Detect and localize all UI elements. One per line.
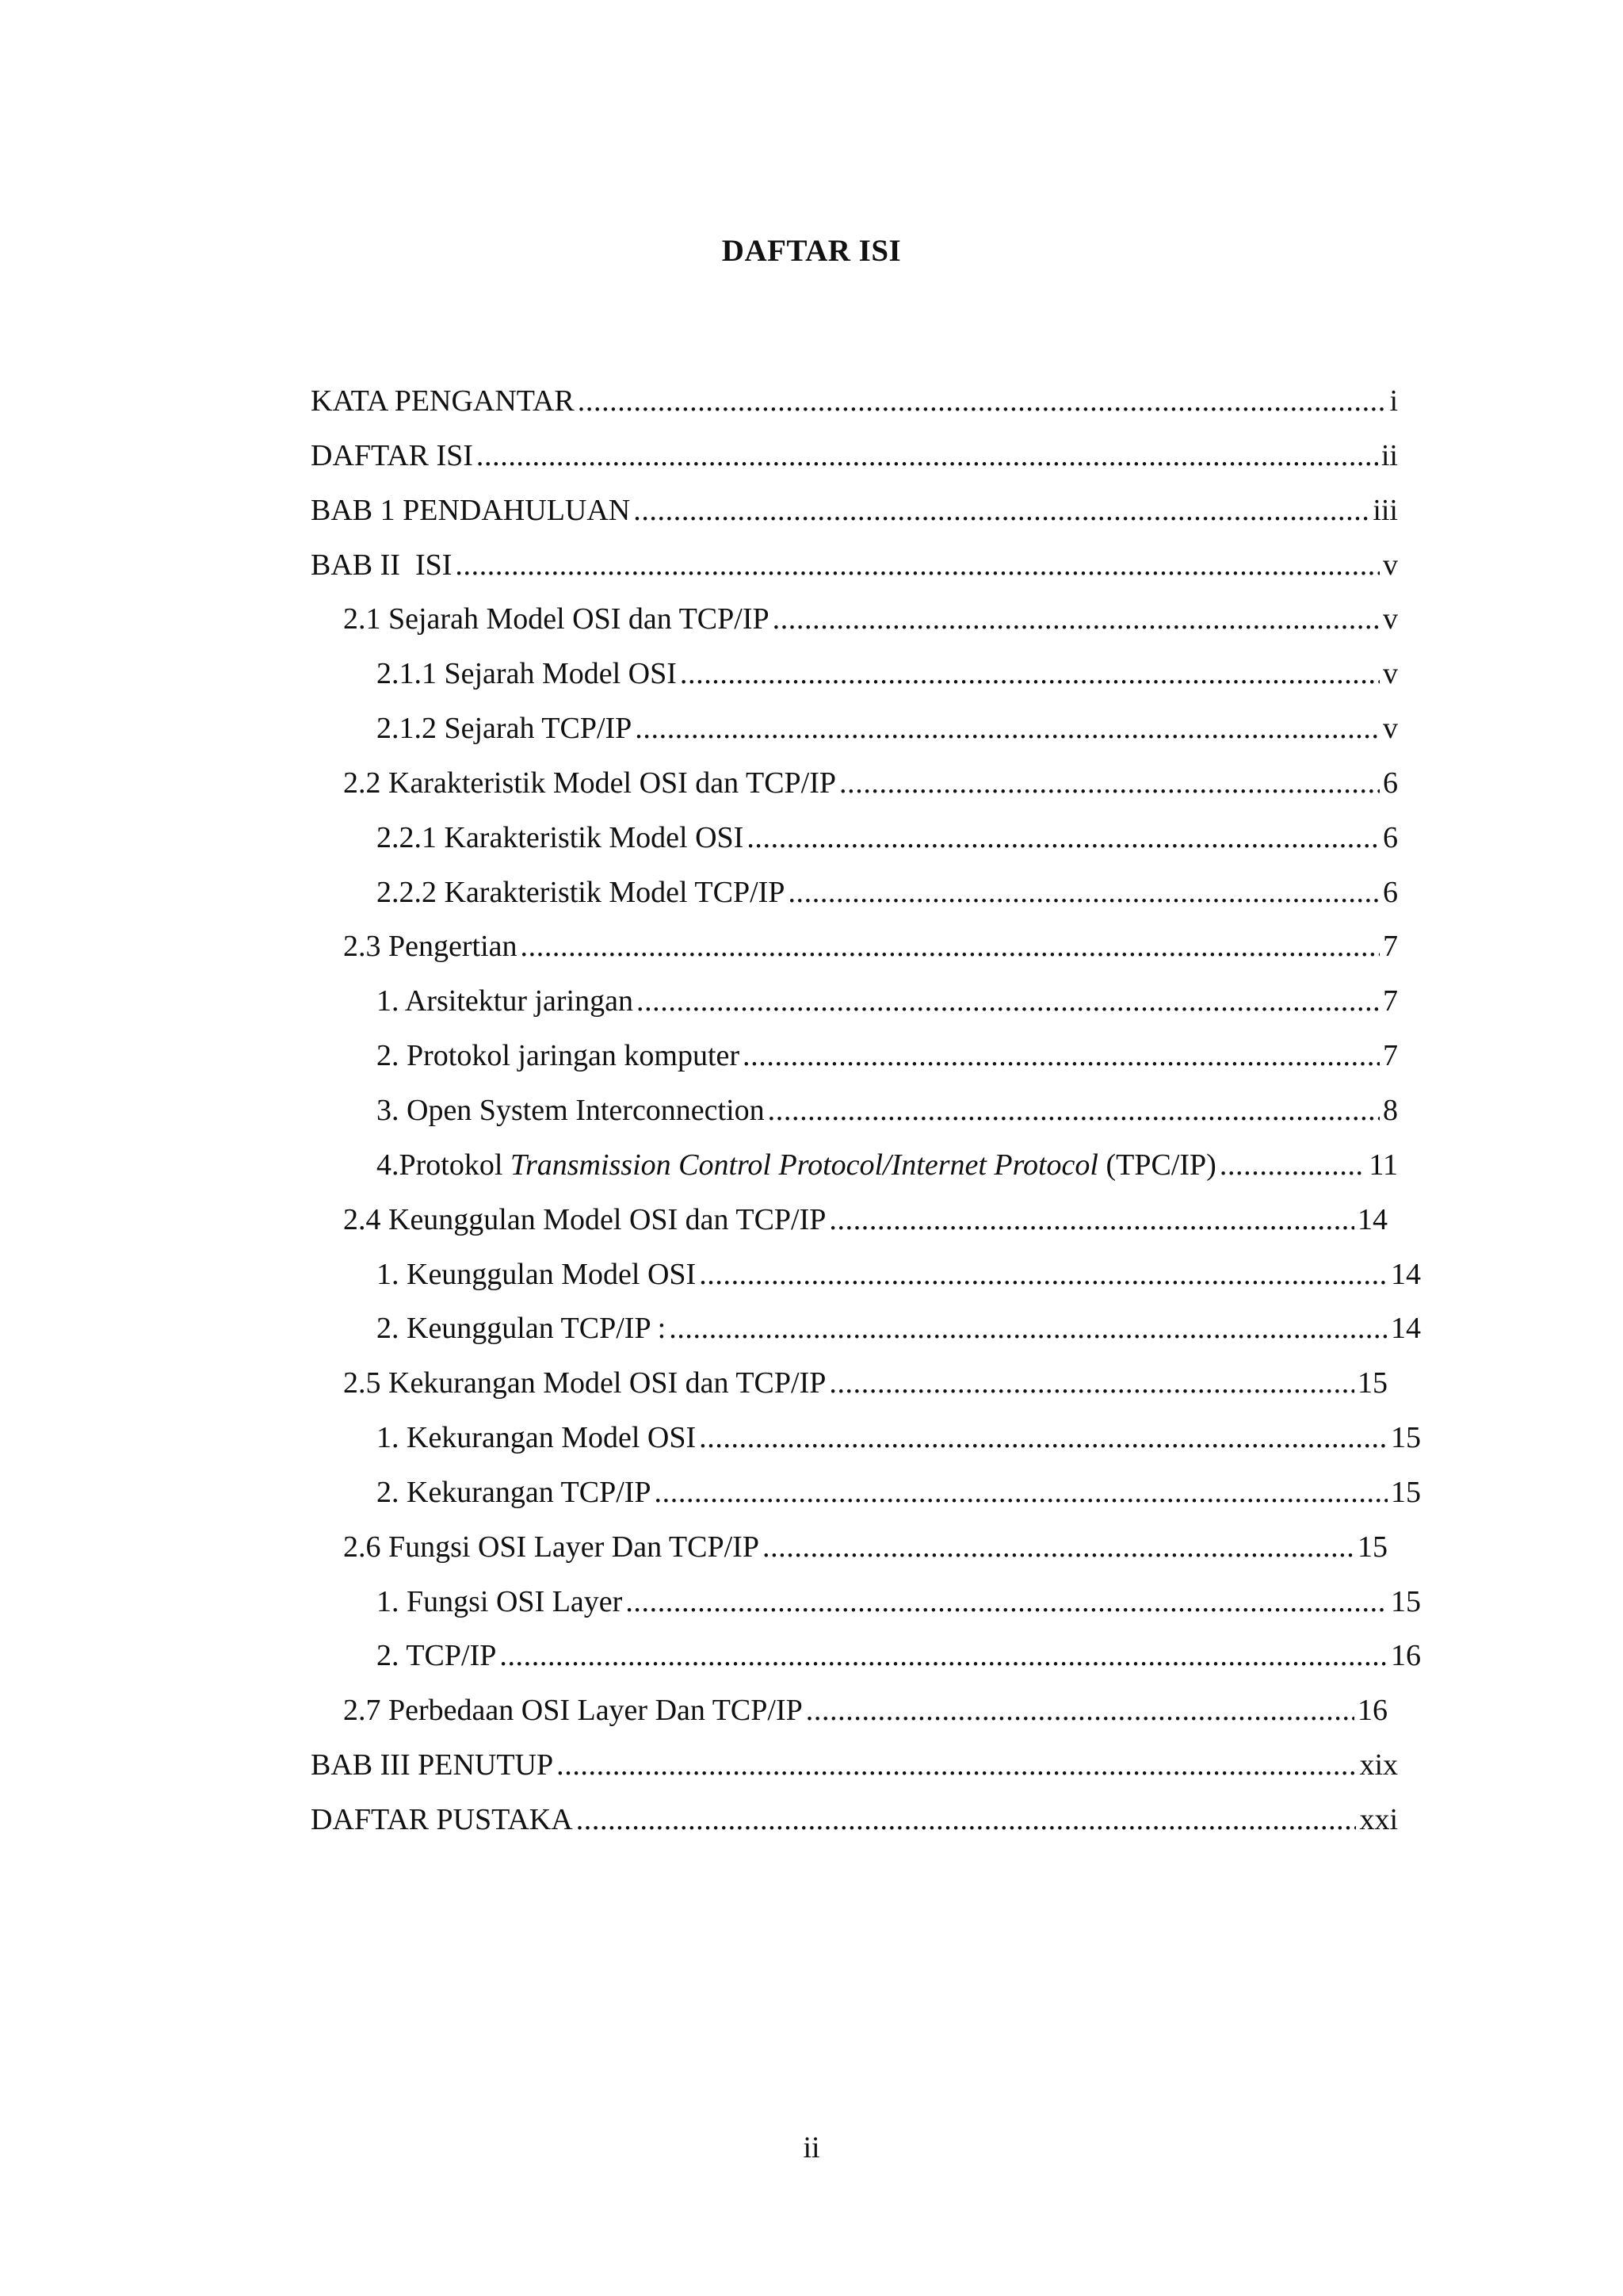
toc-entry-2-1-1[interactable] bbox=[311, 651, 1398, 706]
toc-entry-page: xix bbox=[1359, 1748, 1398, 1782]
toc-entry-label: 2.2 Karakteristik Model OSI dan TCP/IP bbox=[343, 766, 837, 800]
toc-entry-page: 15 bbox=[1391, 1475, 1421, 1509]
dot-leader bbox=[578, 379, 1387, 423]
dot-leader bbox=[680, 651, 1380, 696]
page-number: ii bbox=[803, 2131, 820, 2164]
toc-entry-label: KATA PENGANTAR bbox=[311, 384, 575, 418]
toc-entry-2-3-3[interactable] bbox=[311, 1088, 1398, 1143]
toc-entry-label: 2.4 Keunggulan Model OSI dan TCP/IP bbox=[343, 1202, 827, 1236]
toc-entry-page: 7 bbox=[1383, 930, 1398, 964]
dot-leader bbox=[635, 706, 1380, 751]
toc-entry-page: 15 bbox=[1391, 1584, 1421, 1618]
toc-entry-bab-1[interactable] bbox=[311, 488, 1398, 543]
toc-entry-2-7[interactable] bbox=[311, 1688, 1388, 1743]
toc-entry-page: 6 bbox=[1383, 766, 1398, 800]
toc-entry-label: 2.1.2 Sejarah TCP/IP bbox=[376, 712, 632, 746]
toc-entry-label: DAFTAR PUSTAKA bbox=[311, 1802, 573, 1836]
dot-leader bbox=[788, 870, 1380, 915]
dot-leader bbox=[655, 1470, 1388, 1515]
dot-leader bbox=[476, 434, 1378, 478]
toc-entry-2-3-2[interactable] bbox=[311, 1033, 1398, 1088]
toc-entry-label: 1. Kekurangan Model OSI bbox=[376, 1421, 697, 1455]
toc-entry-page: v bbox=[1383, 657, 1398, 691]
dot-leader bbox=[773, 597, 1380, 641]
toc-entry-daftar-isi[interactable] bbox=[311, 434, 1398, 488]
toc-entry-2-1[interactable] bbox=[311, 597, 1398, 651]
toc-entry-page: v bbox=[1383, 712, 1398, 746]
toc-entry-label: BAB II ISI bbox=[311, 548, 453, 582]
dot-leader bbox=[625, 1580, 1388, 1624]
dot-leader bbox=[762, 1525, 1354, 1569]
toc-entry-page: 14 bbox=[1391, 1312, 1421, 1346]
toc-entry-label: 2.5 Kekurangan Model OSI dan TCP/IP bbox=[343, 1366, 827, 1400]
dot-leader bbox=[829, 1361, 1354, 1405]
toc-entry-kata-pengantar[interactable] bbox=[311, 379, 1398, 434]
dot-leader bbox=[839, 761, 1380, 805]
toc-entry-2-4-2[interactable] bbox=[311, 1306, 1421, 1361]
toc-entry-label: 2.2.2 Karakteristik Model TCP/IP bbox=[376, 875, 785, 909]
dot-leader bbox=[747, 816, 1380, 860]
dot-leader bbox=[455, 543, 1380, 587]
toc-entry-label: 2.7 Perbedaan OSI Layer Dan TCP/IP bbox=[343, 1694, 803, 1728]
toc-entry-label: 2. Protokol jaringan komputer bbox=[376, 1039, 740, 1073]
toc-entry-page: 16 bbox=[1391, 1639, 1421, 1673]
toc-entry-label: 2.1.1 Sejarah Model OSI bbox=[376, 657, 677, 691]
page-title: DAFTAR ISI bbox=[721, 234, 902, 268]
toc-entry-page: 16 bbox=[1358, 1694, 1388, 1728]
toc-entry-page: 6 bbox=[1383, 875, 1398, 909]
toc-entry-page: iii bbox=[1373, 493, 1398, 527]
dot-leader bbox=[806, 1688, 1354, 1733]
toc-entry-page: 11 bbox=[1369, 1148, 1398, 1182]
toc-entry-label: 2. TCP/IP bbox=[376, 1639, 497, 1673]
toc-entry-label: 3. Open System Interconnection bbox=[376, 1093, 765, 1127]
toc-entry-label-prefix: 4.Protokol bbox=[376, 1148, 510, 1182]
dot-leader bbox=[556, 1743, 1356, 1787]
toc-entry-label bbox=[376, 1143, 1216, 1187]
toc-entry-2-3[interactable] bbox=[311, 924, 1398, 979]
toc-entry-page: 15 bbox=[1358, 1366, 1388, 1400]
toc-entry-2-2[interactable] bbox=[311, 761, 1398, 816]
toc-entry-2-4-1[interactable] bbox=[311, 1252, 1421, 1307]
toc-entry-2-5-2[interactable] bbox=[311, 1470, 1421, 1525]
toc-entry-2-5[interactable] bbox=[311, 1361, 1388, 1415]
dot-leader bbox=[499, 1633, 1388, 1678]
toc-entry-2-5-1[interactable] bbox=[311, 1415, 1421, 1470]
toc-entry-label-italic: Transmission Control Protocol/Internet Protocol bbox=[510, 1148, 1098, 1182]
dot-leader bbox=[521, 924, 1380, 968]
toc-entry-label-suffix: (TPC/IP) bbox=[1098, 1148, 1216, 1182]
toc-entry-2-4[interactable] bbox=[311, 1198, 1388, 1252]
toc-entry-label: 2.1 Sejarah Model OSI dan TCP/IP bbox=[343, 602, 769, 636]
table-of-contents bbox=[311, 379, 1421, 1852]
toc-entry-2-2-2[interactable] bbox=[311, 870, 1398, 925]
dot-leader bbox=[699, 1252, 1388, 1297]
toc-entry-page: 7 bbox=[1383, 984, 1398, 1018]
toc-entry-bab-3[interactable] bbox=[311, 1743, 1398, 1797]
toc-entry-page: 6 bbox=[1383, 820, 1398, 854]
toc-entry-2-3-1[interactable] bbox=[311, 979, 1398, 1033]
toc-entry-2-2-1[interactable] bbox=[311, 816, 1398, 870]
toc-entry-label: 1. Fungsi OSI Layer bbox=[376, 1584, 623, 1618]
dot-leader bbox=[743, 1033, 1380, 1078]
toc-entry-page: ii bbox=[1381, 438, 1398, 472]
toc-entry-daftar-pustaka[interactable] bbox=[311, 1797, 1398, 1852]
toc-entry-page: 14 bbox=[1391, 1257, 1421, 1291]
toc-entry-2-3-4[interactable] bbox=[311, 1143, 1398, 1198]
toc-entry-label: 2.6 Fungsi OSI Layer Dan TCP/IP bbox=[343, 1530, 759, 1564]
toc-entry-2-6[interactable] bbox=[311, 1525, 1388, 1580]
toc-entry-label: 1. Keunggulan Model OSI bbox=[376, 1257, 697, 1291]
toc-entry-page: v bbox=[1383, 602, 1398, 636]
toc-entry-label: 2.3 Pengertian bbox=[343, 930, 517, 964]
toc-entry-page: 15 bbox=[1391, 1421, 1421, 1455]
toc-entry-label: 2. Kekurangan TCP/IP bbox=[376, 1475, 651, 1509]
toc-entry-page: 15 bbox=[1358, 1530, 1388, 1564]
toc-entry-2-6-2[interactable] bbox=[311, 1633, 1421, 1688]
toc-entry-page: 7 bbox=[1383, 1039, 1398, 1073]
toc-entry-page: 8 bbox=[1383, 1093, 1398, 1127]
toc-entry-label: BAB 1 PENDAHULUAN bbox=[311, 493, 631, 527]
toc-entry-2-1-2[interactable] bbox=[311, 706, 1398, 761]
toc-entry-bab-2[interactable] bbox=[311, 543, 1398, 598]
toc-entry-2-6-1[interactable] bbox=[311, 1580, 1421, 1634]
toc-entry-label: 2.2.1 Karakteristik Model OSI bbox=[376, 820, 744, 854]
toc-entry-label: DAFTAR ISI bbox=[311, 438, 473, 472]
dot-leader bbox=[636, 979, 1380, 1023]
dot-leader bbox=[829, 1198, 1354, 1242]
dot-leader bbox=[669, 1306, 1388, 1350]
dot-leader bbox=[768, 1088, 1380, 1133]
dot-leader bbox=[576, 1797, 1357, 1842]
dot-leader bbox=[1220, 1143, 1366, 1187]
toc-entry-label: 2. Keunggulan TCP/IP : bbox=[376, 1312, 666, 1346]
toc-entry-page: xxi bbox=[1359, 1802, 1398, 1836]
toc-entry-label: 1. Arsitektur jaringan bbox=[376, 984, 633, 1018]
toc-entry-page: i bbox=[1389, 384, 1398, 418]
dot-leader bbox=[633, 488, 1369, 533]
toc-entry-label: BAB III PENUTUP bbox=[311, 1748, 554, 1782]
dot-leader bbox=[699, 1415, 1388, 1460]
toc-entry-page: v bbox=[1383, 548, 1398, 582]
toc-entry-page: 14 bbox=[1358, 1202, 1388, 1236]
